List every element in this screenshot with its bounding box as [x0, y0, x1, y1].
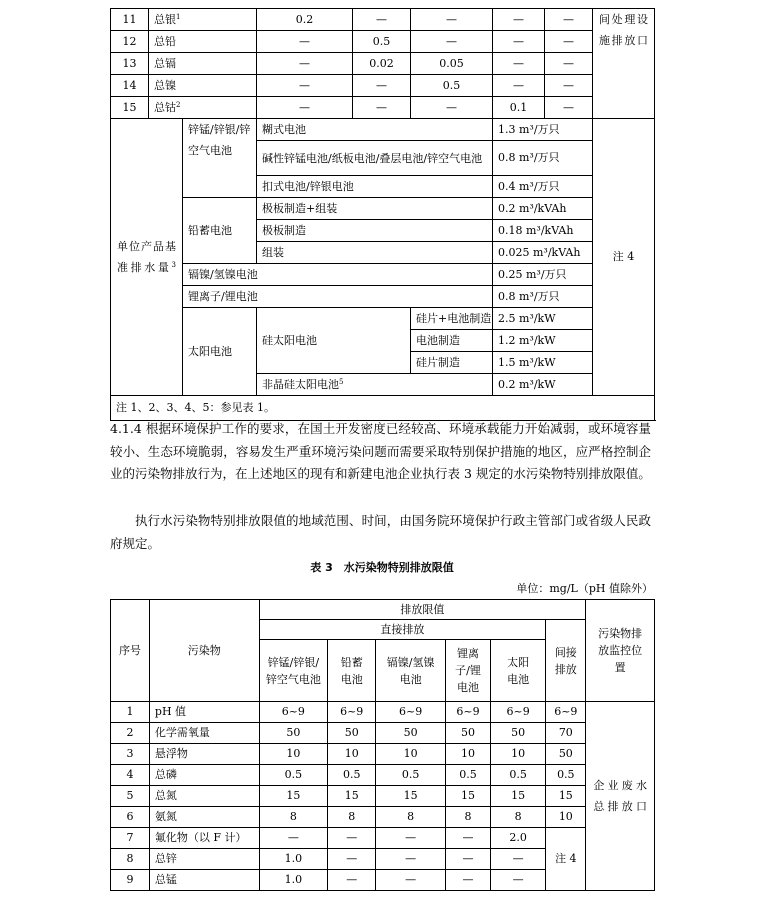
table-row: 5 总氮 15 15 15 15 15 15: [111, 786, 655, 807]
table-row: 扣式电池/锌银电池 0.4 m³/万只: [111, 176, 655, 198]
header-direct: 直接排放: [259, 620, 546, 640]
table-row: 非晶硅太阳电池$^5$ 0.2 m³/kW: [111, 374, 655, 396]
table-row: 铅蓄电池 极板制造+组装 0.2 m³/kVAh: [111, 198, 655, 220]
table-row: 1 pH 值 6~9 6~9 6~9 6~9 6~9 6~9 企业废水总排放口: [111, 702, 655, 723]
table-row: 9 总锰 1.0 — — — —: [111, 870, 655, 891]
table-row: 8 总锌 1.0 — — — —: [111, 849, 655, 870]
header-pollutant: 污染物: [149, 600, 259, 702]
table-row: 3 悬浮物 10 10 10 10 10 50: [111, 744, 655, 765]
table-1-continued: [110, 8, 655, 421]
discharge-location: 企业废水总排放口: [586, 702, 655, 891]
table-row: 6 氨氮 8 8 8 8 8 10: [111, 807, 655, 828]
table-row: 13 总镉 — 0.02 0.05 — —: [111, 53, 655, 75]
table-row: 15 总钴$^2$ — — — 0.1 —: [111, 97, 655, 119]
table-header-row: 锌锰/锌银/锌空气电池 铅蓄电池 镉镍/氢镍电池 锂离子/锂电池 太阳电池: [111, 640, 655, 702]
table-row: 2 化学需氧量 50 50 50 50 50 70: [111, 723, 655, 744]
table-row: 太阳电池 硅太阳电池 硅片+电池制造 2.5 m³/kW: [111, 308, 655, 330]
table-row: 电池制造 1.2 m³/kW: [111, 330, 655, 352]
table-row: 12 总铅 — 0.5 — — —: [111, 31, 655, 53]
table-row: 组装 0.025 m³/kVAh: [111, 242, 655, 264]
discharge-location: 间处理设施排放口: [593, 9, 655, 119]
table-row: 4 总磷 0.5 0.5 0.5 0.5 0.5 0.5: [111, 765, 655, 786]
table-3-unit: 单位：mg/L（pH 值除外）: [516, 582, 653, 595]
table-3: [110, 599, 655, 891]
table-header-row: [111, 600, 655, 620]
table-row: 镉镍/氢镍电池 0.25 m³/万只: [111, 264, 655, 286]
table-row: 碱性锌锰电池/纸板电池/叠层电池/锌空气电池 0.8 m³/万只: [111, 141, 655, 176]
table-row: 7 氟化物（以 F 计） — — — — 2.0 注 4: [111, 828, 655, 849]
header-limits: 排放限值: [259, 600, 586, 620]
baseline-water-label: 单位产品基准排水量$^3$: [111, 119, 183, 396]
header-monitor-location: 污染物排放监控位置: [586, 600, 655, 702]
table-row: 锂离子/锂电池 0.8 m³/万只: [111, 286, 655, 308]
header-indirect: 间接排放: [546, 620, 586, 702]
paragraph-scope: 执行水污染物特别排放限值的地域范围、时间，由国务院环境保护行政主管部门或省级人民政府规定。: [110, 513, 651, 551]
table-row: 14 总镍 — — 0.5 — —: [111, 75, 655, 97]
paragraph-4-1-4: 4.1.4 根据环境保护工作的要求，在国土开发密度已经较高、环境承载能力开始减弱，或环境容量较小、生态环境脆弱，容易发生严重环境污染问题而需要采取特别保护措施的地区，应严格控制企业的污染物排放行为，在上述地区的现有和新建电池企业执行表 3 规定的水污染物特别排放限值。: [110, 421, 651, 481]
table-row: 极板制造 0.18 m³/kVAh: [111, 220, 655, 242]
table-3-caption: 表 3 水污染物特别排放限值: [310, 561, 454, 574]
table-footnote: 注 1、2、3、4、5：参见表 1。: [111, 396, 655, 421]
table-row: 单位产品基准排水量$^3$ 锌锰/锌银/锌空气电池 糊式电池 1.3 m³/万只 注 4: [111, 119, 655, 141]
table-row: 硅片制造 1.5 m³/kW: [111, 352, 655, 374]
table-row: 11 总银$^1$ 0.2 — — — — 间处理设施排放口: [111, 9, 655, 31]
note-4: 注 4: [546, 828, 586, 891]
header-no: 序号: [111, 600, 150, 702]
table-footnote-row: [111, 396, 655, 421]
note-4: 注 4: [593, 119, 655, 396]
